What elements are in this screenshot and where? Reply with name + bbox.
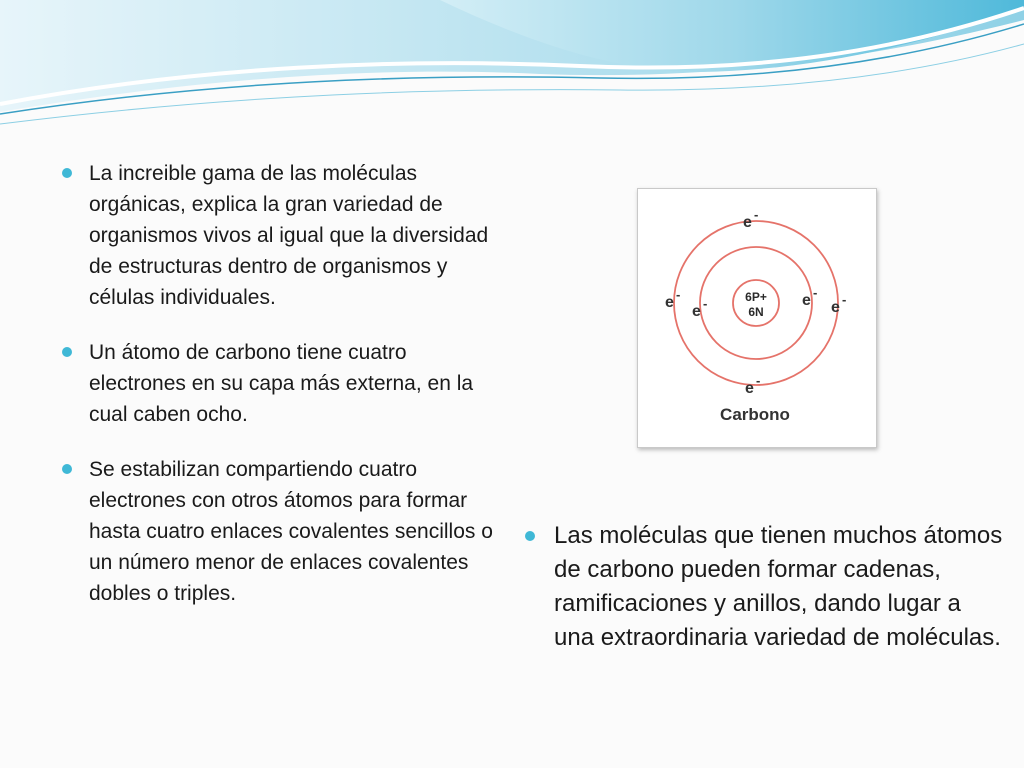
bullet-item: [60, 337, 500, 430]
right-bullet-list: [523, 519, 1003, 655]
electron-outer-right: [831, 292, 846, 316]
svg-text:e: e: [743, 214, 752, 231]
electron-bottom: [745, 373, 760, 397]
svg-text:-: -: [754, 207, 759, 222]
electron-outer-left: [665, 287, 680, 311]
bullet-dot-icon: [62, 168, 72, 178]
svg-text:e: e: [745, 380, 754, 397]
left-bullet-list: [60, 158, 500, 633]
bullet-text: La increible gama de las moléculas orgánicas, explica la gran variedad de organismos vivos al igual que la diversidad de estructuras dentro de organismos y células individuales.: [89, 162, 489, 309]
electron-top: [743, 207, 758, 231]
svg-text:e: e: [802, 292, 811, 309]
svg-text:-: -: [842, 292, 847, 307]
bullet-dot-icon: [62, 464, 72, 474]
bullet-item: [523, 519, 1003, 655]
nucleus-protons-label: 6P+: [745, 290, 767, 304]
decorative-header-waves: [0, 0, 1024, 130]
bullet-dot-icon: [525, 531, 535, 541]
svg-text:-: -: [756, 373, 761, 388]
bullet-text: Las moléculas que tienen muchos átomos de carbono pueden formar cadenas, ramificaciones y anillos, dando lugar a una extraordinaria variedad de moléculas.: [554, 522, 1003, 651]
svg-text:-: -: [703, 296, 708, 311]
bullet-dot-icon: [62, 347, 72, 357]
bullet-item: [60, 454, 500, 609]
svg-text:e: e: [692, 303, 701, 320]
bullet-text: Se estabilizan compartiendo cuatro electrones con otros átomos para formar hasta cuatro enlaces covalentes sencillos o un número menor de enlaces covalentes dobles o triples.: [89, 458, 493, 605]
svg-text:e: e: [665, 294, 674, 311]
svg-text:-: -: [676, 287, 681, 302]
diagram-caption: Carbono: [720, 405, 790, 424]
svg-text:-: -: [813, 285, 818, 300]
svg-text:e: e: [831, 299, 840, 316]
bullet-item: [60, 158, 500, 313]
carbon-atom-diagram: [637, 188, 877, 448]
bullet-text: Un átomo de carbono tiene cuatro electrones en su capa más externa, en la cual caben ocho.: [89, 341, 474, 426]
nucleus-neutrons-label: 6N: [748, 305, 764, 319]
